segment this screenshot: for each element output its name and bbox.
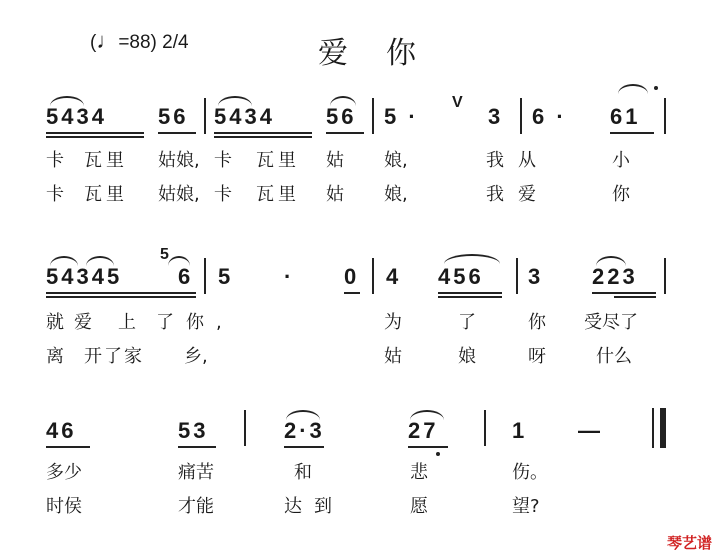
notes-r1-m1a: 5434 [46, 104, 107, 129]
lyric-r2-b: 上 [118, 312, 136, 333]
lyric-r2-g2: 什么 [596, 346, 632, 367]
barline [516, 258, 518, 294]
notes-r1-m2a: 5434 [214, 104, 275, 129]
lyric-r2-e2: 娘 [458, 346, 476, 367]
final-barline [652, 408, 654, 448]
notes-r1-m4b: 61 [610, 104, 641, 129]
lyric-r3-c: 和 [294, 462, 312, 483]
lyric-r1-c2: 姑娘, [158, 184, 200, 205]
notes-r2-m2c: 0 [344, 264, 360, 289]
notes-r2-m2a: 5 [218, 264, 234, 289]
notes-r1-m3b: 3 [488, 104, 504, 129]
notes-r2-m3a: 4 [386, 264, 402, 289]
lyric-r3-b2: 才能 [178, 496, 214, 517]
barline [664, 98, 666, 134]
barline [664, 258, 666, 294]
lyric-r1-e: 瓦里 [256, 150, 300, 171]
barline [520, 98, 522, 134]
watermark-logo: 琴艺谱 [666, 534, 712, 552]
notes-r1-m3a: 5 · [384, 104, 419, 129]
notes-r1-m2b: 56 [326, 104, 357, 129]
lyric-r1-d2: 卡 [214, 184, 232, 205]
lyric-r1-c: 姑娘, [158, 150, 200, 171]
final-barline-thick [660, 408, 666, 448]
notes-r2-m1b: 6 [178, 264, 194, 289]
lyric-r1-f: 姑 [326, 150, 344, 171]
lyric-r1-i2: 你 [612, 184, 630, 205]
tempo-value: =88) [118, 32, 157, 53]
grace-note: 5 [160, 246, 172, 263]
lyric-r3-e: 伤。 [512, 462, 548, 483]
barline [204, 258, 206, 294]
notes-r1-m1b: 56 [158, 104, 189, 129]
lyric-r3-b: 痛苦 [178, 462, 214, 483]
lyric-r2-e: 了 [458, 312, 476, 333]
lyric-r1-a: 卡 [46, 150, 64, 171]
lyric-r1-b2: 瓦里 [84, 184, 128, 205]
notes-r3-m3b: — [578, 418, 603, 443]
tempo-open: ( [90, 32, 97, 53]
lyric-r3-a: 多少 [46, 462, 82, 483]
notes-r3-m3a: 1 [512, 418, 528, 443]
breath-mark: V [452, 94, 466, 111]
notes-r2-m4b: 223 [592, 264, 638, 289]
notes-r3-m1a: 46 [46, 418, 77, 443]
barline [372, 258, 374, 294]
lyric-r1-a2: 卡 [46, 184, 64, 205]
lyric-r3-c2: 达到 [284, 496, 344, 517]
lyric-r1-e2: 瓦里 [256, 184, 300, 205]
notes-r3-m2a: 2·3 [284, 418, 325, 443]
time-signature: 2/4 [162, 32, 189, 53]
barline [204, 98, 206, 134]
barline [484, 410, 486, 446]
notes-r2-m1a: 54345 [46, 264, 123, 289]
page-title: 爱你 [318, 36, 454, 71]
lyric-r2-g: 受尽了 [584, 312, 638, 333]
lyric-r2-d: 为 [384, 312, 402, 333]
lyric-r2-a: 就爱 [46, 312, 102, 333]
barline [372, 98, 374, 134]
lyric-r3-d2: 愿 [410, 496, 428, 517]
lyric-r2-a2: 离 [46, 346, 64, 367]
lyric-r1-d: 卡 [214, 150, 232, 171]
lyric-r1-h: 我从 [486, 150, 550, 171]
lyric-r3-a2: 时侯 [46, 496, 82, 517]
quarter-note-icon: ♩ [96, 28, 119, 53]
tempo-marking [90, 28, 189, 54]
lyric-r3-e2: 望? [512, 496, 540, 517]
notes-r1-m4a: 6 · [532, 104, 567, 129]
lyric-r1-g: 娘, [384, 150, 408, 171]
lyric-r2-f: 你 [528, 312, 546, 333]
lyric-r2-c: 了你, [156, 312, 234, 333]
lyric-r1-h2: 我爱 [486, 184, 550, 205]
lyric-r1-f2: 姑 [326, 184, 344, 205]
lyric-r1-b: 瓦里 [84, 150, 128, 171]
notes-r2-m3b: 456 [438, 264, 484, 289]
lyric-r2-d2: 姑 [384, 346, 402, 367]
lyric-r1-g2: 娘, [384, 184, 408, 205]
lyric-r2-f2: 呀 [528, 346, 546, 367]
barline [244, 410, 246, 446]
notes-r3-m1b: 53 [178, 418, 209, 443]
lyric-r2-b2: 开了家 [84, 346, 144, 367]
notes-r3-m2b: 27 [408, 418, 439, 443]
lyric-r1-i: 小 [612, 150, 630, 171]
lyric-r2-c2: 乡, [184, 346, 208, 367]
notes-r2-m4a: 3 [528, 264, 544, 289]
lyric-r3-d: 悲 [410, 462, 428, 483]
notes-r2-m2b: · [284, 264, 295, 289]
